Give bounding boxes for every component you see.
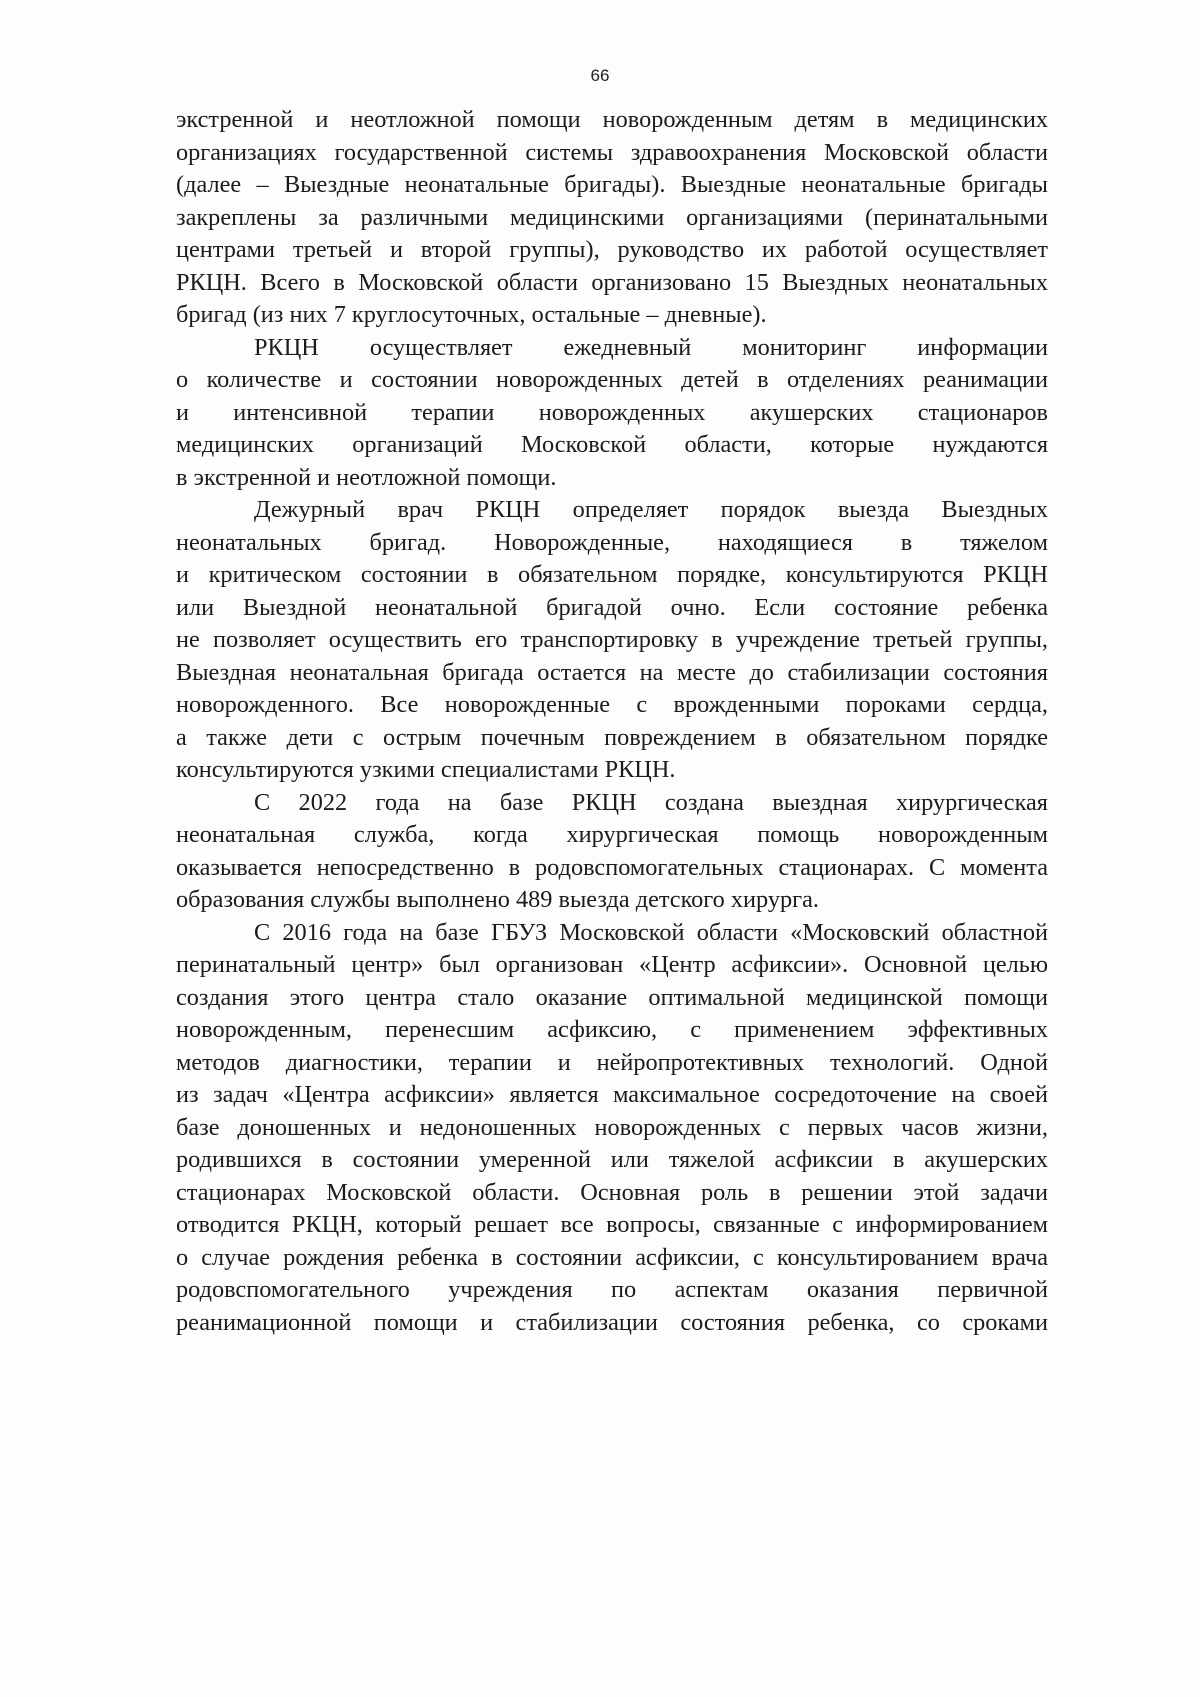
text-line: новорожденного. Все новорожденные с врожденными пороками сердца,	[176, 691, 1048, 718]
text-line: закреплены за различными медицинскими организациями (перинатальными	[176, 203, 1048, 231]
text-line: отводится РКЦН, который решает все вопросы, связанные с информированием	[176, 1211, 1048, 1238]
text-line: или Выездной неонатальной бригадой очно. Если состояние ребенка	[176, 593, 1048, 621]
text-line: образования службы выполнено 489 выезда детского хирурга.	[176, 886, 819, 913]
text-line: перинатальный центр» был организован «Центр асфиксии». Основной целью	[176, 951, 1048, 978]
text-line: РКЦН. Всего в Московской области организовано 15 Выездных неонатальных	[176, 268, 1048, 296]
text-line: медицинских организаций Московской области, которые нуждаются	[176, 431, 1048, 458]
text-line: (далее – Выездные неонатальные бригады). Выездные неонатальные бригады	[176, 171, 1048, 198]
text-line: родовспомогательного учреждения по аспектам оказания первичной	[176, 1276, 1048, 1303]
text-line: и критическом состоянии в обязательном порядке, консультируются РКЦН	[176, 561, 1048, 588]
page-number: 66	[590, 66, 610, 85]
paragraph	[176, 917, 1048, 1340]
paragraph	[176, 332, 1048, 495]
paragraph	[176, 494, 1048, 787]
text-line: Выездная неонатальная бригада остается на месте до стабилизации состояния	[176, 658, 1048, 686]
text-line: создания этого центра стало оказание оптимальной медицинской помощи	[176, 983, 1048, 1011]
text-line: бригад (из них 7 круглосуточных, остальные – дневные).	[176, 301, 767, 328]
text-line: не позволяет осуществить его транспортировку в учреждение третьей группы,	[176, 626, 1048, 653]
text-line: С 2022 года на базе РКЦН создана выездная хирургическая	[254, 788, 1048, 816]
text-line: новорожденным, перенесшим асфиксию, с применением эффективных	[176, 1016, 1048, 1043]
text-line: экстренной и неотложной помощи новорожденным детям в медицинских	[176, 106, 1048, 133]
text-line: консультируются узкими специалистами РКЦН.	[176, 756, 676, 783]
text-line: неонатальных бригад. Новорожденные, находящиеся в тяжелом	[176, 528, 1048, 556]
text-line: из задач «Центра асфиксии» является максимальное сосредоточение на своей	[176, 1081, 1048, 1108]
body-text	[176, 104, 1048, 1339]
text-line: Дежурный врач РКЦН определяет порядок выезда Выездных	[254, 496, 1048, 523]
text-line: РКЦН осуществляет ежедневный мониторинг информации	[254, 333, 1048, 361]
text-line: неонатальная служба, когда хирургическая помощь новорожденным	[176, 821, 1048, 848]
text-line: базе доношенных и недоношенных новорожденных с первых часов жизни,	[176, 1113, 1048, 1141]
text-line: в экстренной и неотложной помощи.	[176, 463, 557, 491]
paragraph	[176, 787, 1048, 917]
text-line: С 2016 года на базе ГБУЗ Московской области «Московский областной	[254, 918, 1048, 946]
paragraph	[176, 104, 1048, 332]
text-line: о количестве и состоянии новорожденных детей в отделениях реанимации	[176, 366, 1048, 393]
text-line: оказывается непосредственно в родовспомогательных стационарах. С момента	[176, 853, 1048, 881]
text-line: стационарах Московской области. Основная роль в решении этой задачи	[176, 1178, 1048, 1206]
text-line: организациях государственной системы здравоохранения Московской области	[176, 138, 1048, 166]
text-line: методов диагностики, терапии и нейропротективных технологий. Одной	[176, 1048, 1048, 1076]
text-line: и интенсивной терапии новорожденных акушерских стационаров	[176, 398, 1048, 426]
text-line: родившихся в состоянии умеренной или тяжелой асфиксии в акушерских	[176, 1146, 1048, 1173]
text-line: о случае рождения ребенка в состоянии асфиксии, с консультированием врача	[176, 1243, 1048, 1271]
text-line: а также дети с острым почечным повреждением в обязательном порядке	[176, 723, 1048, 751]
text-line: реанимационной помощи и стабилизации состояния ребенка, со сроками	[176, 1308, 1048, 1336]
text-line: центрами третьей и второй группы), руководство их работой осуществляет	[176, 236, 1048, 263]
